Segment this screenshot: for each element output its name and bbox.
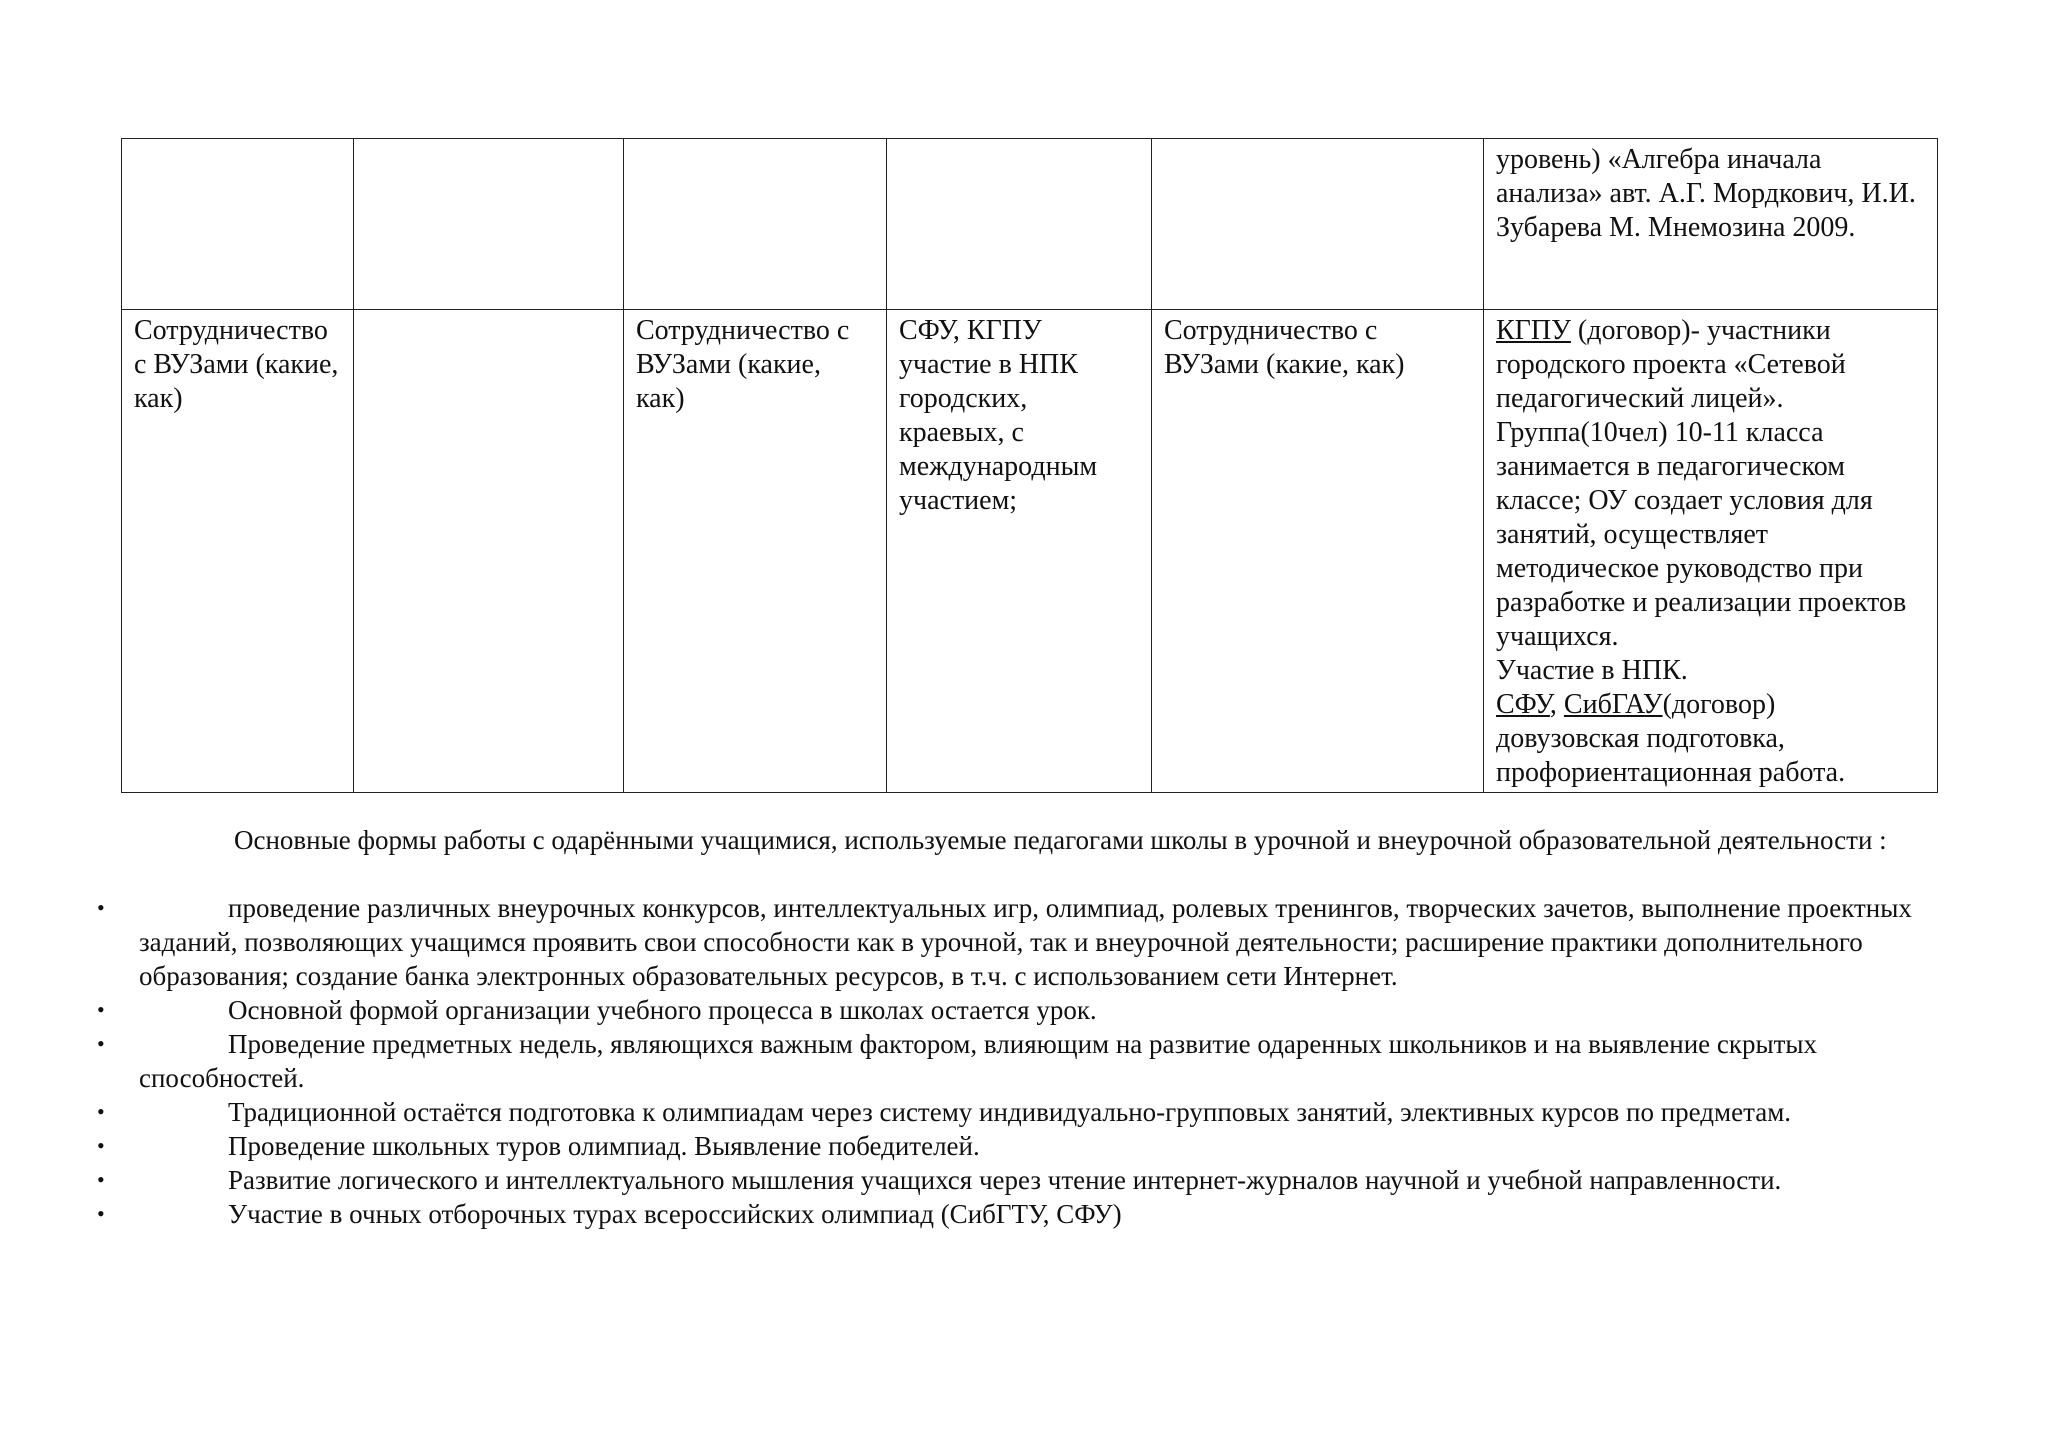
cell-text: Участие в НПК.	[1496, 655, 1688, 686]
list-item-text: Основной формой организации учебного процесса в школах остается урок.	[228, 995, 1097, 1025]
table-cell-details	[1484, 310, 1938, 793]
sibgau-link[interactable]: СибГАУ	[1563, 689, 1663, 720]
list-item	[97, 1129, 1939, 1163]
list-item	[97, 891, 1939, 993]
bullet-icon: •	[97, 895, 105, 920]
bullet-icon: •	[97, 1133, 105, 1158]
table-row	[122, 139, 1938, 310]
table-cell	[122, 139, 354, 310]
intro-paragraph	[139, 823, 1928, 857]
table-cell-universities: СФУ, КГПУ участие в НПК городских, краевых, с международным участием;	[887, 310, 1152, 793]
list-item	[97, 1027, 1939, 1095]
list-item-text: Участие в очных отборочных турах всероссийских олимпиад (СибГТУ, СФУ)	[228, 1199, 1122, 1229]
bullet-icon: •	[97, 1167, 105, 1192]
bullet-icon: •	[97, 1099, 105, 1124]
list-item	[97, 993, 1939, 1027]
list-item-text: Проведение школьных туров олимпиад. Выявление победителей.	[228, 1131, 980, 1161]
cooperation-table	[121, 138, 1938, 793]
table-cell-topic: Сотрудничество с ВУЗами (какие, как)	[1152, 310, 1484, 793]
kgpu-link[interactable]: КГПУ	[1496, 315, 1571, 346]
bullet-icon: •	[97, 1201, 105, 1226]
sfu-link[interactable]: СФУ	[1496, 689, 1550, 720]
bullet-icon: •	[97, 1031, 105, 1056]
table-cell	[354, 310, 624, 793]
bullet-icon: •	[97, 997, 105, 1022]
list-item-text: проведение различных внеурочных конкурсов, интеллектуальных игр, олимпиад, ролевых тренингов, творческих зачетов, выполнение проектных заданий, позволяющих учащимся проявить свои способности как в урочной, так и внеурочной деятельности; расширение практики дополнительного образования; создание банка электронных образовательных ресурсов, в т.ч. с использованием сети Интернет.	[139, 893, 1912, 991]
table-cell	[1152, 139, 1484, 310]
table-cell	[624, 139, 887, 310]
list-item	[97, 1095, 1939, 1129]
table-cell-topic: Сотрудничество с ВУЗами (какие, как)	[624, 310, 887, 793]
table-row	[122, 310, 1938, 793]
list-item-text: Проведение предметных недель, являющихся важным фактором, влияющим на развитие одаренных школьников и на выявление скрытых способностей.	[139, 1029, 1818, 1093]
bullet-list	[97, 891, 1939, 1231]
table-cell-topic: Сотрудничество с ВУЗами (какие, как)	[122, 310, 354, 793]
list-item	[97, 1197, 1939, 1231]
intro-text: Основные формы работы с одарёнными учащимися, используемые педагогами школы в урочной и внеурочной образовательной деятельности :	[234, 825, 1887, 855]
cell-text: (договор) довузовская подготовка, профориентационная работа.	[1496, 689, 1846, 788]
list-item	[97, 1163, 1939, 1197]
cell-text: (договор)- участники городского проекта «Сетевой педагогический лицей». Группа(10чел) 10-11 класса занимается в педагогическом классе; ОУ создает условия для занятий, осуществляет методическое руководство при разработке и реализации проектов учащихся.	[1496, 315, 1907, 652]
table-cell	[354, 139, 624, 310]
list-item-text: Традиционной остаётся подготовка к олимпиадам через систему индивидуально-групповых занятий, элективных курсов по предметам.	[228, 1097, 1792, 1127]
table-cell	[887, 139, 1152, 310]
table-cell-textbook: уровень) «Алгебра иначала анализа» авт. А.Г. Мордкович, И.И. Зубарева М. Мнемозина 2009.	[1484, 139, 1938, 310]
cell-text: ,	[1549, 689, 1564, 720]
list-item-text: Развитие логического и интеллектуального мышления учащихся через чтение интернет-журналов научной и учебной направленности.	[228, 1165, 1782, 1195]
